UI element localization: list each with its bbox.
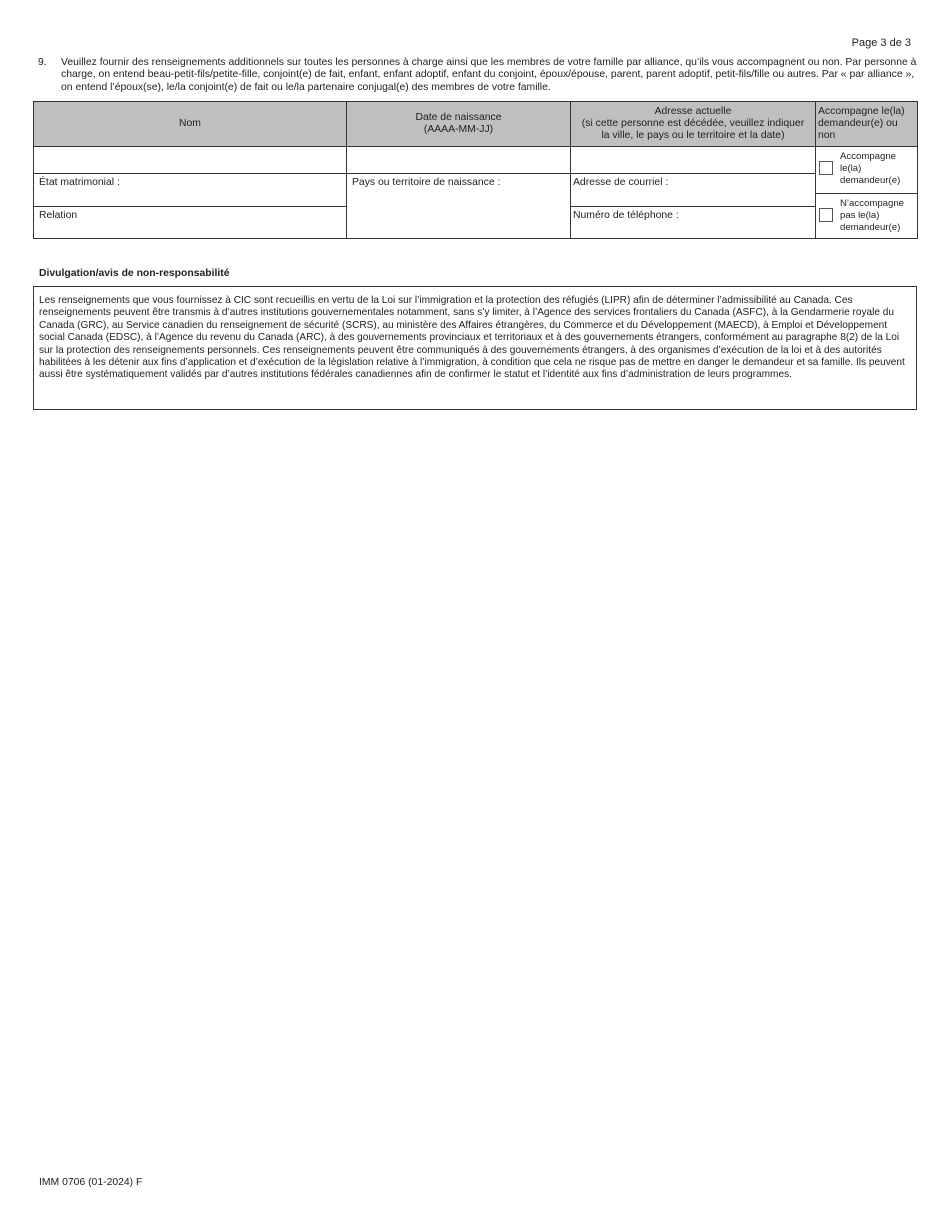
accompagne-cell [816, 147, 918, 239]
header-addr-line3: la ville, le pays ou le territoire et la date) [601, 130, 785, 142]
pays-naissance-field[interactable] [347, 174, 571, 239]
relation-label: Relation [39, 210, 78, 221]
non-accompagne-label [840, 198, 912, 234]
header-date-naissance [347, 102, 571, 147]
non-accompagne-label-l1: N’accompagne [840, 198, 904, 209]
checkbox-divider [816, 193, 917, 194]
accompagne-label-l1: Accompagne [840, 151, 896, 162]
disclosure-text: Les renseignements que vous fournissez à CIC sont recueillis en vertu de la Loi sur l’immigration et la protection des réfugiés (LIPR) afin de déterminer l’admissibilité au Canada. Ces renseignements peuvent être transmis à d’autres institutions gouvernementales notamment, sans s’y limiter, à l’Agence des services frontaliers du Canada (ASFC), à la Gendarmerie royale du Canada (GRC), au Service canadien du renseignement de sécurité (SCRS), au ministère des Affaires étrangères, du Commerce et du Développement (MAECD), à Emploi et Développement social Canada (EDSC), à l’Agence du revenu du Canada (ARC), à des gouvernements provinciaux et territoriaux et à des gouvernements étrangers, conformément au paragraphe 8(2) de la Loi sur la protection des renseignements personnels. Ces renseignements peuvent être communiqués à des gouvernements étrangers, à des organismes d’exécution de la loi et à des autorités habilitées à les détenir aux fins d’application et d’exécution de la législation relative à l’immigration, à condition que cela ne risque pas de mettre en danger le demandeur et sa famille. Ils peuvent aussi être systématiquement validés par d’autres institutions fédérales canadiennes afin de confirmer le statut et l’identité aux fins d’administration de leurs programmes. [39, 295, 905, 381]
header-accompagne: Accompagne le(la) demandeur(e) ou non [816, 102, 918, 147]
accompagne-label-l3: demandeur(e) [840, 175, 901, 186]
question-text: Veuillez fournir des renseignements additionnels sur toutes les personnes à charge ainsi que les membres de votre famille par alliance, qu’ils vous accompagnent ou non. Par personne à charge, on entend beau-petit-fils/petite-fille, conjoint(e) de fait, enfant, enfant adoptif, enfant du conjoint, époux/épouse, parent, parent adoptif, petit-fils/fille ou autres. Par « par alliance », on entend l’époux(se), le/la conjoint(e) de fait ou le/la partenaire conjugal(e) des membres de votre famille. [61, 57, 917, 93]
date-naissance-field[interactable] [347, 147, 571, 174]
courriel-field[interactable] [571, 174, 816, 207]
header-adresse [571, 102, 816, 147]
header-addr-line2: (si cette personne est décédée, veuillez indiquer [581, 117, 805, 129]
adresse-actuelle-field[interactable] [571, 147, 816, 174]
relation-field[interactable] [34, 207, 347, 239]
pays-naissance-label: Pays ou territoire de naissance : [352, 177, 501, 188]
etat-matrimonial-field[interactable] [34, 174, 347, 207]
etat-matrimonial-label: État matrimonial : [39, 177, 120, 188]
nom-field[interactable] [34, 147, 347, 174]
telephone-field[interactable] [571, 207, 816, 239]
accompagne-checkbox[interactable] [819, 161, 833, 175]
page-number: Page 3 de 3 [851, 37, 911, 49]
header-nom: Nom [34, 102, 347, 147]
family-members-table [33, 101, 918, 239]
non-accompagne-checkbox[interactable] [819, 208, 833, 222]
accompagne-label [840, 151, 912, 187]
accompagne-label-l2: le(la) [840, 163, 862, 174]
non-accompagne-label-l2: pas le(la) [840, 210, 880, 221]
telephone-label: Numéro de téléphone : [573, 210, 679, 221]
non-accompagne-label-l3: demandeur(e) [840, 222, 901, 233]
question-9 [38, 57, 918, 94]
header-dob-line2: (AAAA-MM-JJ) [423, 124, 494, 135]
disclosure-box [33, 286, 917, 410]
question-number: 9. [38, 57, 47, 68]
header-dob-line1: Date de naissance [415, 111, 502, 123]
disclosure-title: Divulgation/avis de non-responsabilité [39, 268, 230, 279]
courriel-label: Adresse de courriel : [573, 177, 669, 188]
form-code: IMM 0706 (01-2024) F [39, 1177, 143, 1188]
header-addr-line1: Adresse actuelle [654, 105, 732, 117]
